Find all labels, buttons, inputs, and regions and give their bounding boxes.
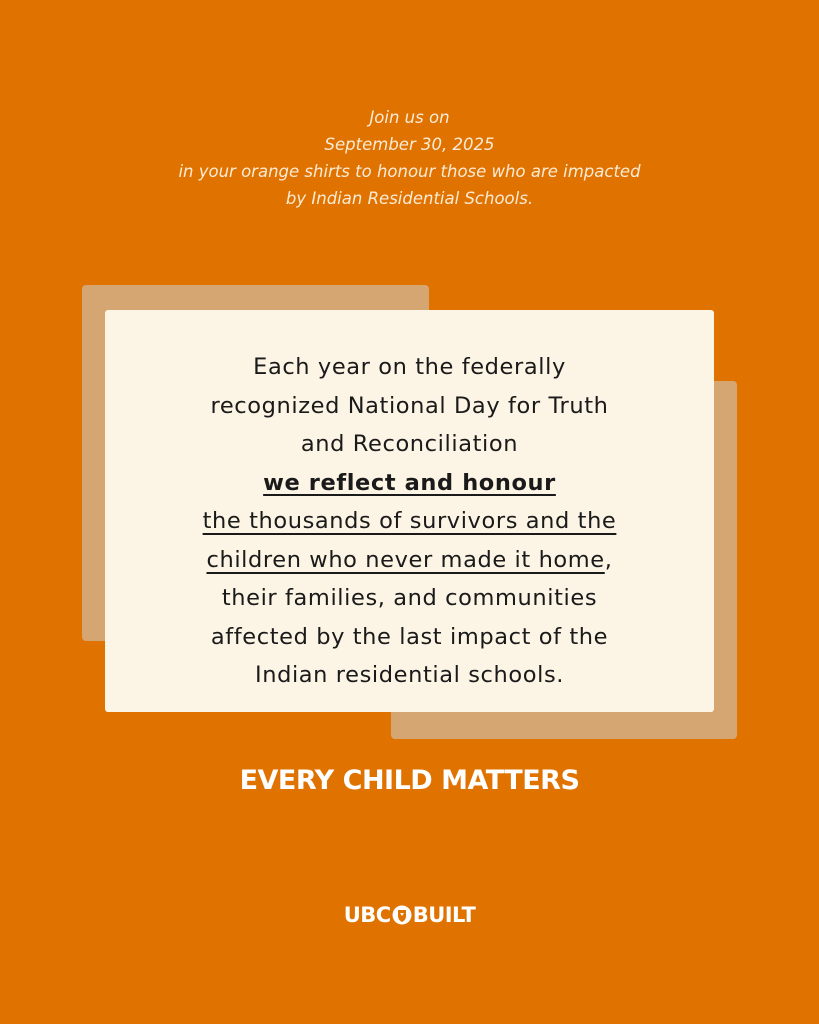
message-emphasis: we reflect and honour xyxy=(263,469,556,496)
message-line-3: and Reconciliation xyxy=(300,431,519,457)
logo-text-left: UBC xyxy=(343,903,391,927)
message-line-9: Indian residential schools. xyxy=(254,662,565,688)
ubc-built-logo xyxy=(0,903,819,927)
shield-icon xyxy=(392,904,412,926)
message-line-7: their families, and communities xyxy=(221,585,598,611)
logo-text-right: BUILT xyxy=(412,903,476,927)
message-line-6: children who never made it home xyxy=(206,546,605,573)
intro-line-3: in your orange shirts to honour those who are impacted xyxy=(178,162,641,181)
message-line-8: affected by the last impact of the xyxy=(210,623,609,650)
message-line-1: Each year on the federally xyxy=(253,354,566,380)
message-text xyxy=(105,348,714,695)
message-line-2: recognized National Day for Truth xyxy=(210,392,609,419)
intro-line-4: by Indian Residential Schools. xyxy=(285,189,534,208)
message-line-5: the thousands of survivors and the xyxy=(202,508,617,534)
intro-line-1: Join us on xyxy=(369,108,450,127)
message-line-6-tail: , xyxy=(604,546,613,573)
message-card xyxy=(105,310,714,712)
slogan: EVERY CHILD MATTERS xyxy=(239,765,580,796)
intro-text xyxy=(0,104,819,212)
intro-line-2: September 30, 2025 xyxy=(324,135,495,154)
